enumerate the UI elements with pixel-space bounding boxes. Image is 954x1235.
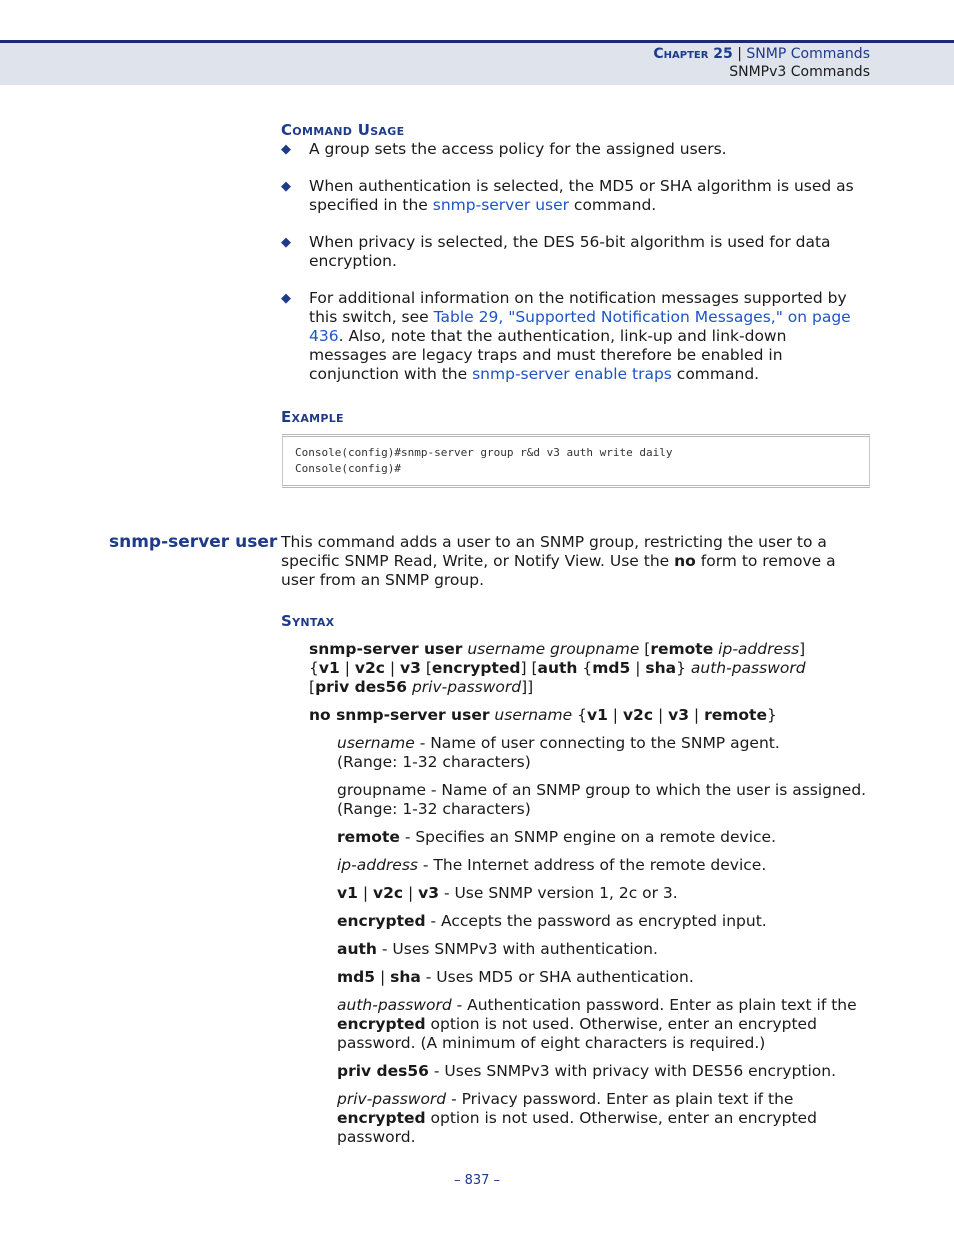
- param-text: auth - Uses SNMPv3 with authentication.: [337, 940, 658, 958]
- param-ip-address: [337, 856, 869, 875]
- header-text: [653, 45, 870, 81]
- bullet-text: command.: [569, 196, 657, 214]
- snmp-server-user-link[interactable]: snmp-server user: [432, 196, 569, 214]
- param-text: priv-password - Privacy password. Enter as plain text if the encrypted option is not used. Otherwise, enter an encrypted password.: [337, 1090, 817, 1146]
- diamond-bullet-icon: ◆: [281, 235, 291, 250]
- syntax-heading: Syntax: [281, 612, 335, 630]
- header-separator: |: [737, 46, 742, 62]
- desc-text: This command adds a user to an SNMP group, restricting the user to a specific SNMP Read, Write, or Notify View. Use the: [281, 533, 827, 570]
- example-heading: Example: [281, 408, 344, 426]
- chapter-title: SNMP Commands: [746, 46, 870, 62]
- snmp-server-enable-traps-link[interactable]: snmp-server enable traps: [472, 365, 672, 383]
- syntax-2-text: no snmp-server user username {v1 | v2c | v3 | remote}: [309, 706, 777, 724]
- bullet-text: command.: [671, 365, 760, 383]
- param-md5-sha: [337, 968, 869, 987]
- param-priv-des56: [337, 1062, 869, 1081]
- bullet-text: When authentication is selected, the MD5 or SHA algorithm is used as specified in the: [309, 177, 854, 214]
- syntax-line-1: [309, 640, 869, 697]
- command-usage-heading: Command Usage: [281, 121, 405, 139]
- command-title: snmp-server user: [109, 532, 278, 552]
- param-auth-password: [337, 996, 869, 1053]
- diamond-bullet-icon: ◆: [281, 291, 291, 306]
- diamond-bullet-icon: ◆: [281, 142, 291, 157]
- page-header: [0, 43, 954, 85]
- param-text: groupname - Name of an SNMP group to which the user is assigned. (Range: 1-32 characters): [337, 781, 867, 818]
- param-text: remote - Specifies an SNMP engine on a remote device.: [337, 828, 776, 846]
- param-version: [337, 884, 869, 903]
- param-auth: [337, 940, 869, 959]
- param-text: encrypted - Accepts the password as encrypted input.: [337, 912, 767, 930]
- page-number: – 837 –: [453, 1173, 501, 1188]
- syntax-line-2: [309, 706, 869, 725]
- command-description: [281, 533, 869, 590]
- usage-bullet-1: [281, 140, 869, 159]
- param-groupname: [337, 781, 869, 819]
- param-text: ip-address - The Internet address of the remote device.: [337, 856, 767, 874]
- param-text: md5 | sha - Uses MD5 or SHA authentication.: [337, 968, 694, 986]
- desc-bold: no: [674, 552, 696, 570]
- code-example: [282, 434, 870, 488]
- command-usage-section: [281, 121, 869, 384]
- param-priv-password: [337, 1090, 869, 1147]
- param-remote: [337, 828, 869, 847]
- section-title: SNMPv3 Commands: [729, 64, 870, 80]
- table-29-link[interactable]: Table 29, "Supported Notification Messages," on page 436: [309, 308, 851, 345]
- param-text: username - Name of user connecting to the SNMP agent. (Range: 1-32 characters): [337, 734, 780, 771]
- desc-text: form to remove a user from an SNMP group.: [281, 552, 836, 589]
- param-text: priv des56 - Uses SNMPv3 with privacy with DES56 encryption.: [337, 1062, 837, 1080]
- param-text: v1 | v2c | v3 - Use SNMP version 1, 2c or 3.: [337, 884, 678, 902]
- diamond-bullet-icon: ◆: [281, 179, 291, 194]
- usage-bullet-2: [281, 177, 869, 215]
- param-encrypted: [337, 912, 869, 931]
- bullet-text: A group sets the access policy for the assigned users.: [309, 140, 727, 158]
- chapter-label: Chapter 25: [653, 46, 733, 62]
- bullet-text: . Also, note that the authentication, link-up and link-down messages are legacy traps and must therefore be enabled in conjunction with the: [309, 327, 787, 383]
- bullet-text: For additional information on the notification messages supported by this switch, see: [309, 289, 847, 326]
- code-text: Console(config)#snmp-server group r&d v3 auth write daily Console(config)#: [295, 446, 673, 475]
- syntax-1-text: snmp-server user username groupname [remote ip-address] {v1 | v2c | v3 [encrypted] [auth {md5 | sha} auth-password [priv des56 priv-password]]: [309, 640, 806, 696]
- bullet-text: When privacy is selected, the DES 56-bit algorithm is used for data encryption.: [309, 233, 831, 270]
- usage-bullet-4: [281, 289, 869, 384]
- usage-bullet-3: [281, 233, 869, 271]
- param-text: auth-password - Authentication password. Enter as plain text if the encrypted option is not used. Otherwise, enter an encrypted password. (A minimum of eight characters is required.): [337, 996, 857, 1052]
- param-username: [337, 734, 869, 772]
